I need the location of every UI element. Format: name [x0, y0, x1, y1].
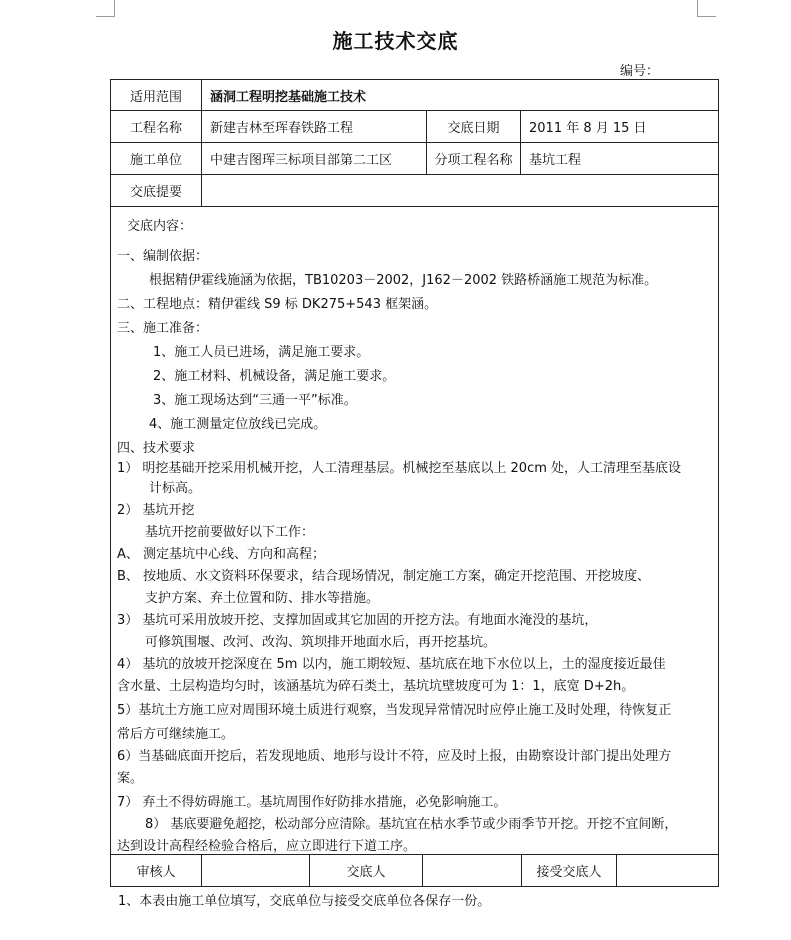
- scope-row: [111, 80, 718, 111]
- content-line: 2） 基坑开挖: [117, 503, 195, 518]
- scope-value[interactable]: 涵洞工程明挖基础施工技术: [210, 89, 367, 105]
- serial-number-label: 编号：: [620, 64, 660, 79]
- content-line: 2、施工材料、机械设备，满足施工要求。: [153, 369, 396, 384]
- content-line: 4） 基坑的放坡开挖深度在 5m 以内，施工期较短、基坑底在地下水位以上，土的湿度接近最佳: [117, 657, 666, 672]
- page-corner-mark-right: [697, 0, 716, 17]
- content-line: 四、技术要求: [117, 441, 196, 456]
- content-line: 1、施工人员已进场，满足施工要求。: [153, 345, 370, 360]
- content-line: 7） 弃土不得妨碍施工。基坑周围作好防排水措施，必免影响施工。: [117, 795, 507, 810]
- construction-unit-value[interactable]: 中建吉图珲三标项目部第二工区: [202, 143, 427, 174]
- project-name-value[interactable]: 新建吉林至珲春铁路工程: [202, 111, 427, 142]
- summary-value[interactable]: [202, 175, 718, 206]
- summary-row: [111, 175, 718, 207]
- scope-label: 适用范围: [111, 80, 202, 110]
- project-name-label: 工程名称: [111, 111, 202, 142]
- unit-row: [111, 143, 718, 175]
- disclosure-form-table: [110, 79, 719, 887]
- content-line: 6）当基础底面开挖后，若发现地质、地形与设计不符，应及时上报，由勘察设计部门提出处理方: [117, 749, 672, 764]
- content-line: 可修筑围堰、改河、改沟、筑坝排开地面水后，再开挖基坑。: [145, 635, 497, 650]
- content-line: 交底内容：: [127, 219, 193, 234]
- content-line: 4、施工测量定位放线已完成。: [149, 417, 327, 432]
- discloser-value[interactable]: [423, 855, 522, 886]
- content-line: 达到设计高程经检验合格后，应立即进行下道工序。: [117, 839, 417, 854]
- content-line: 三、施工准备：: [117, 321, 209, 336]
- reviewer-value[interactable]: [202, 855, 310, 886]
- signature-row: [111, 855, 718, 886]
- sub-item-name-label: 分项工程名称: [427, 143, 521, 174]
- receiver-label: 接受交底人: [522, 855, 617, 886]
- content-line: 常后方可继续施工。: [117, 727, 235, 742]
- content-line: 一、编制依据：: [117, 249, 209, 264]
- footnote: 1、本表由施工单位填写，交底单位与接受交底单位各保存一份。: [118, 894, 491, 909]
- receiver-value[interactable]: [617, 855, 718, 886]
- content-line: 含水量、土层构造均匀时，该涵基坑为碎石类土，基坑坑壁坡度可为 1：1，底宽 D+2h。: [117, 679, 635, 694]
- page-corner-mark-left: [96, 0, 115, 17]
- content-line: 基坑开挖前要做好以下工作：: [145, 525, 315, 540]
- content-line: 3） 基坑可采用放坡开挖、支撑加固或其它加固的开挖方法。有地面水淹没的基坑，: [117, 613, 598, 628]
- content-line: 计标高。: [149, 481, 202, 496]
- content-line: 案。: [117, 771, 144, 786]
- content-line: 支护方案、弃土位置和防、排水等措施。: [145, 591, 380, 606]
- construction-unit-label: 施工单位: [111, 143, 202, 174]
- project-row: [111, 111, 718, 143]
- discloser-label: 交底人: [310, 855, 423, 886]
- document-title: 施工技术交底: [332, 29, 459, 53]
- content-line: 二、工程地点：精伊霍线 S9 标 DK275+543 框架涵。: [117, 297, 438, 312]
- content-line: 3、施工现场达到“三通一平”标准。: [153, 393, 357, 408]
- reviewer-label: 审核人: [111, 855, 202, 886]
- content-line: 根据精伊霍线施涵为依据，TB10203－2002，J162－2002 铁路桥涵施工规范为标准。: [149, 273, 658, 288]
- disclosure-date-value[interactable]: 2011 年 8 月 15 日: [529, 121, 647, 136]
- sub-item-name-value[interactable]: 基坑工程: [529, 153, 582, 168]
- content-line: 5）基坑土方施工应对周围环境土质进行观察，当发现异常情况时应停止施工及时处理，待恢复正: [117, 703, 672, 718]
- content-line: 1） 明挖基础开挖采用机械开挖，人工清理基层。机械挖至基底以上 20cm 处，人工清理至基底设: [117, 461, 682, 476]
- disclosure-date-label: 交底日期: [427, 111, 521, 142]
- disclosure-content: [111, 207, 718, 855]
- content-line: 8） 基底要避免超挖，松动部分应清除。基坑宜在枯水季节或少雨季节开挖。开挖不宜间断，: [145, 817, 678, 832]
- content-line: B、 按地质、水文资料环保要求，结合现场情况，制定施工方案，确定开挖范围、开挖坡度、: [117, 569, 651, 584]
- summary-label: 交底提要: [111, 175, 202, 206]
- content-line: A、 测定基坑中心线、方向和高程；: [117, 547, 326, 562]
